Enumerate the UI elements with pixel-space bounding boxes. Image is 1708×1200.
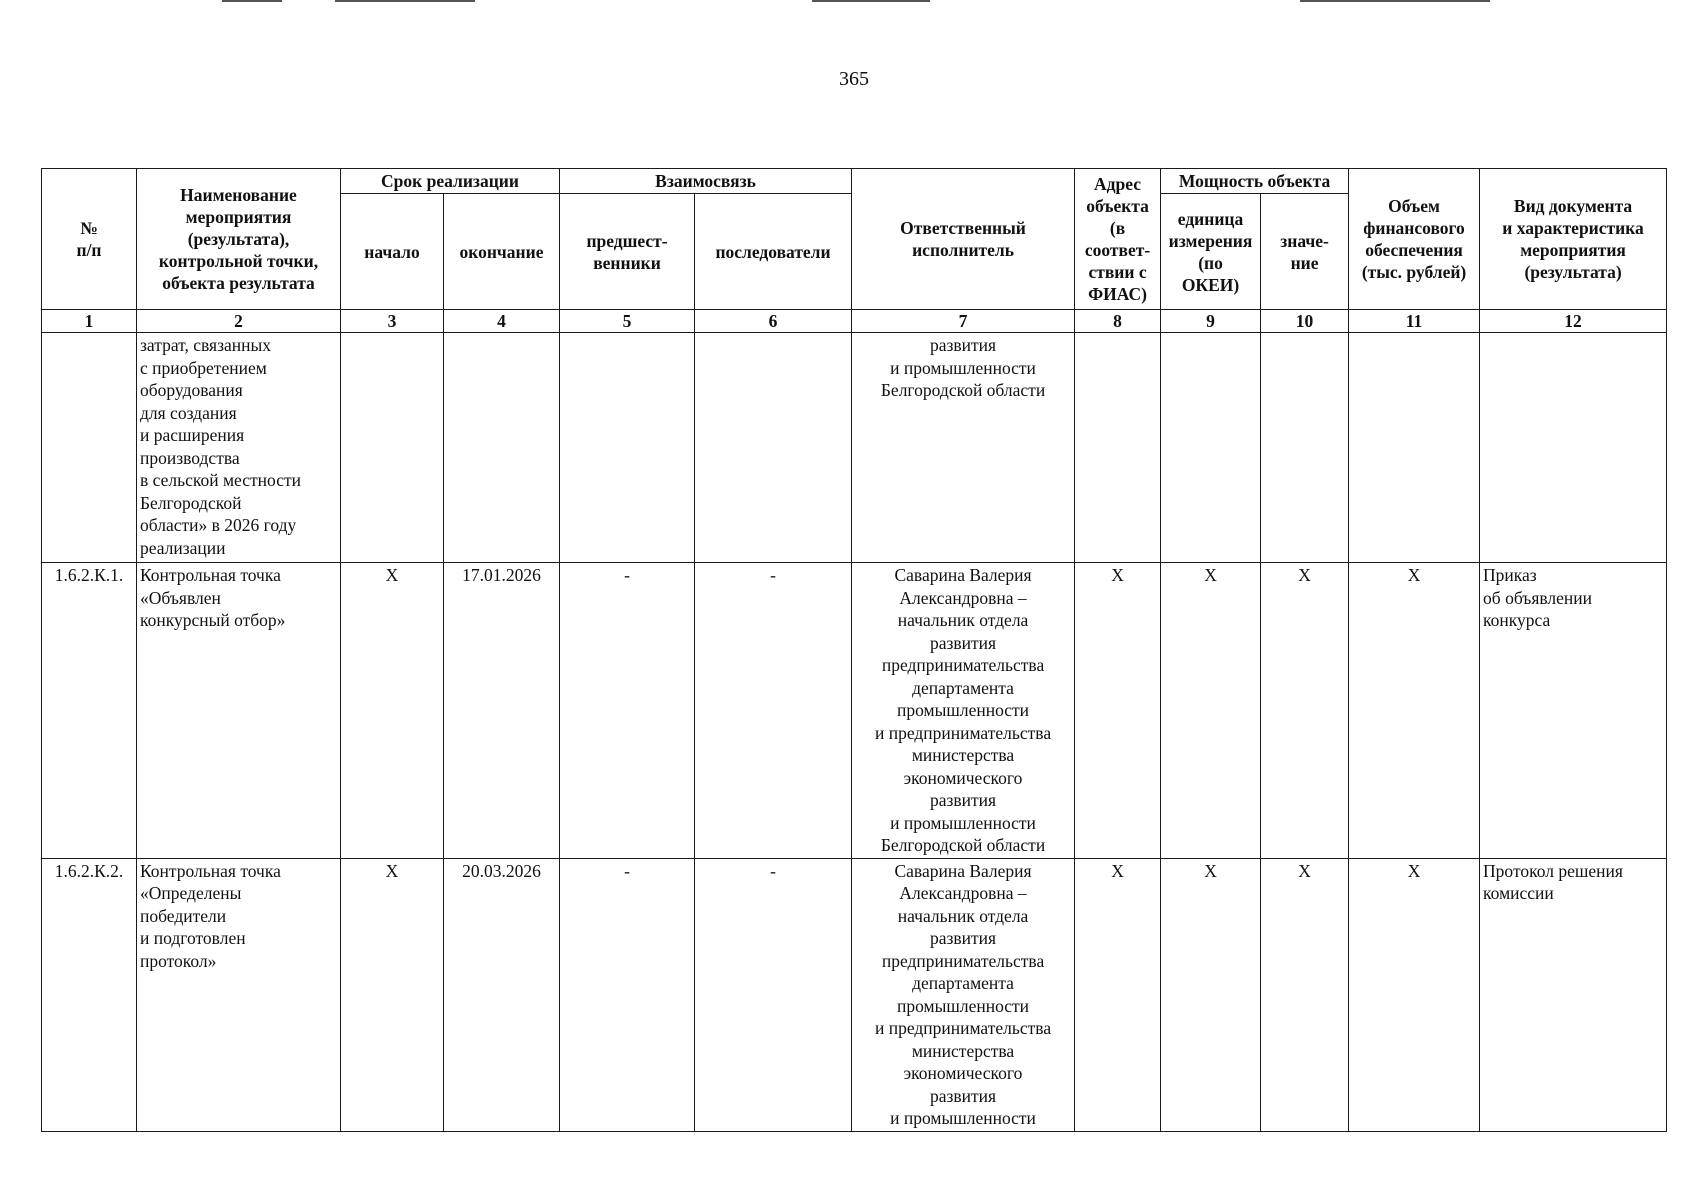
- cell-predecessors: -: [560, 858, 695, 1131]
- column-number-row: [42, 310, 1667, 333]
- cell-start: [341, 333, 444, 563]
- cell-name: затрат, связанных с приобретением оборудования для создания и расширения производства в сельской местности Белгородской области» в 2026 году реализации: [137, 333, 341, 563]
- cell-successors: [695, 333, 852, 563]
- header-group-term: Срок реализации: [341, 169, 560, 194]
- header-group-relation: Взаимосвязь: [560, 169, 852, 194]
- header-start: начало: [341, 194, 444, 310]
- header-predecessors: предшест- венники: [560, 194, 695, 310]
- column-number: 7: [852, 310, 1075, 333]
- cell-num: [42, 333, 137, 563]
- table-row: [42, 563, 1667, 859]
- header-end: окончание: [444, 194, 560, 310]
- column-number: 1: [42, 310, 137, 333]
- table-row: [42, 333, 1667, 563]
- column-number: 3: [341, 310, 444, 333]
- column-number: 8: [1075, 310, 1161, 333]
- cell-end: 17.01.2026: [444, 563, 560, 859]
- header-value: значе- ние: [1261, 194, 1349, 310]
- cell-finance: X: [1349, 858, 1480, 1131]
- column-number: 10: [1261, 310, 1349, 333]
- header-finance: Объем финансового обеспечения (тыс. рублей): [1349, 169, 1480, 310]
- cell-executor: Саварина Валерия Александровна – начальник отдела развития предпринимательства департамента промышленности и предпринимательства министерства экономического развития и промышленности: [852, 858, 1075, 1131]
- cell-unit: X: [1161, 858, 1261, 1131]
- cell-doc: [1480, 333, 1667, 563]
- scan-artifact: [812, 0, 930, 2]
- column-number: 9: [1161, 310, 1261, 333]
- cell-value: X: [1261, 563, 1349, 859]
- scan-artifact: [222, 0, 282, 2]
- column-number: 5: [560, 310, 695, 333]
- cell-predecessors: [560, 333, 695, 563]
- column-number: 12: [1480, 310, 1667, 333]
- cell-unit: [1161, 333, 1261, 563]
- cell-unit: X: [1161, 563, 1261, 859]
- header-successors: последователи: [695, 194, 852, 310]
- cell-successors: -: [695, 858, 852, 1131]
- cell-end: 20.03.2026: [444, 858, 560, 1131]
- cell-start: X: [341, 563, 444, 859]
- page-number: 365: [839, 68, 869, 90]
- column-number: 4: [444, 310, 560, 333]
- cell-address: [1075, 333, 1161, 563]
- cell-value: [1261, 333, 1349, 563]
- cell-executor: Саварина Валерия Александровна – начальник отдела развития предпринимательства департамента промышленности и предпринимательства министерства экономического развития и промышленности Белгородской области: [852, 563, 1075, 859]
- cell-finance: [1349, 333, 1480, 563]
- column-number: 11: [1349, 310, 1480, 333]
- cell-predecessors: -: [560, 563, 695, 859]
- header-executor: Ответственный исполнитель: [852, 169, 1075, 310]
- column-number: 2: [137, 310, 341, 333]
- plan-table: [41, 168, 1667, 1132]
- cell-num: 1.6.2.К.1.: [42, 563, 137, 859]
- header-doc: Вид документа и характеристика мероприятия (результата): [1480, 169, 1667, 310]
- scan-artifact: [335, 0, 475, 2]
- column-number: 6: [695, 310, 852, 333]
- header-name: Наименование мероприятия (результата), контрольной точки, объекта результата: [137, 169, 341, 310]
- cell-num: 1.6.2.К.2.: [42, 858, 137, 1131]
- cell-doc: Протокол решения комиссии: [1480, 858, 1667, 1131]
- cell-executor: развития и промышленности Белгородской области: [852, 333, 1075, 563]
- header-address: Адрес объекта (в соответ- ствии с ФИАС): [1075, 169, 1161, 310]
- cell-value: X: [1261, 858, 1349, 1131]
- cell-start: X: [341, 858, 444, 1131]
- header-unit: единица измерения (по ОКЕИ): [1161, 194, 1261, 310]
- cell-doc: Приказ об объявлении конкурса: [1480, 563, 1667, 859]
- cell-name: Контрольная точка «Определены победители и подготовлен протокол»: [137, 858, 341, 1131]
- cell-successors: -: [695, 563, 852, 859]
- header-group-capacity: Мощность объекта: [1161, 169, 1349, 194]
- cell-name: Контрольная точка «Объявлен конкурсный отбор»: [137, 563, 341, 859]
- table-row: [42, 858, 1667, 1131]
- cell-address: X: [1075, 858, 1161, 1131]
- scan-artifact: [1300, 0, 1490, 2]
- header-num: № п/п: [42, 169, 137, 310]
- cell-end: [444, 333, 560, 563]
- cell-address: X: [1075, 563, 1161, 859]
- cell-finance: X: [1349, 563, 1480, 859]
